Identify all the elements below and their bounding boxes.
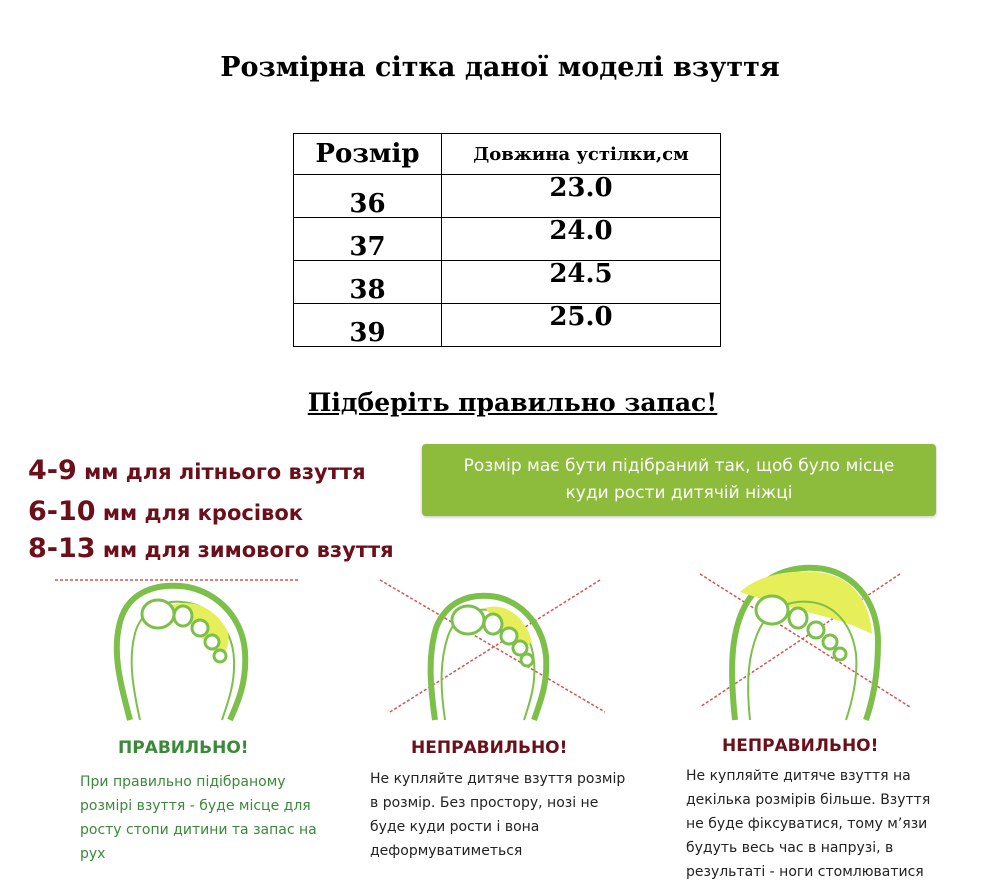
size-table <box>293 133 721 347</box>
cell-size: 38 <box>294 261 442 304</box>
header-size: Розмір <box>294 134 442 175</box>
table-row <box>294 218 721 261</box>
label-correct: ПРАВИЛЬНО! <box>118 738 249 758</box>
stock-text: мм для зимового взуття <box>95 538 394 562</box>
header-insole-length: Довжина устілки,см <box>442 134 721 175</box>
desc-line: розмірі взуття - буде місце для <box>80 798 311 814</box>
banner-line: куди рости дитячій ніжці <box>565 483 793 503</box>
desc-line: рух <box>80 846 106 862</box>
desc-line: результаті - ноги стомлюватися <box>686 864 924 880</box>
stock-sneakers <box>28 496 303 527</box>
cell-size: 39 <box>294 304 442 347</box>
table-header-row <box>294 134 721 175</box>
table-row <box>294 175 721 218</box>
foot-too-small-icon <box>360 572 620 722</box>
stock-text: мм для літнього взуття <box>76 460 366 484</box>
cell-length: 24.5 <box>442 261 721 304</box>
desc-line: буде куди рости і вона <box>370 819 540 835</box>
desc-too-big <box>686 764 976 884</box>
cell-length: 23.0 <box>442 175 721 218</box>
stock-range: 8-13 <box>28 533 96 564</box>
stock-range: 6-10 <box>28 496 96 527</box>
desc-line: деформуватиметься <box>370 843 523 859</box>
label-incorrect-too-big: НЕПРАВИЛЬНО! <box>722 736 879 756</box>
desc-line: будуть весь час в напрузі, в <box>686 840 894 856</box>
stock-text: мм для кросівок <box>95 501 303 525</box>
banner-line: Розмір має бути підібраний так, щоб було місце <box>463 456 895 476</box>
desc-line: Не купляйте дитяче взуття розмір <box>370 771 626 787</box>
cell-size: 37 <box>294 218 442 261</box>
stock-winter <box>28 533 394 564</box>
table-row <box>294 261 721 304</box>
desc-line: в розмір. Без простору, нозі не <box>370 795 599 811</box>
desc-line: не буде фіксуватися, тому м’язи <box>686 816 928 832</box>
desc-too-small <box>370 767 660 863</box>
cell-size: 36 <box>294 175 442 218</box>
foot-too-big-icon <box>680 562 940 722</box>
table-row <box>294 304 721 347</box>
desc-line: При правильно підібраному <box>80 774 286 790</box>
cell-length: 25.0 <box>442 304 721 347</box>
desc-correct <box>80 770 350 866</box>
info-banner <box>422 444 936 516</box>
stock-range: 4-9 <box>28 455 77 486</box>
cell-length: 24.0 <box>442 218 721 261</box>
desc-line: росту стопи дитини та запас на <box>80 822 317 838</box>
desc-line: декілька розмірів більше. Взуття <box>686 792 931 808</box>
stock-summer <box>28 455 366 486</box>
desc-line: Не купляйте дитяче взуття на <box>686 768 911 784</box>
foot-correct-icon <box>50 572 310 722</box>
page-title: Розмірна сітка даної моделі взуття <box>220 52 780 83</box>
section-subtitle: Підберіть правильно запас! <box>307 388 718 417</box>
label-incorrect-too-small: НЕПРАВИЛЬНО! <box>411 738 568 758</box>
